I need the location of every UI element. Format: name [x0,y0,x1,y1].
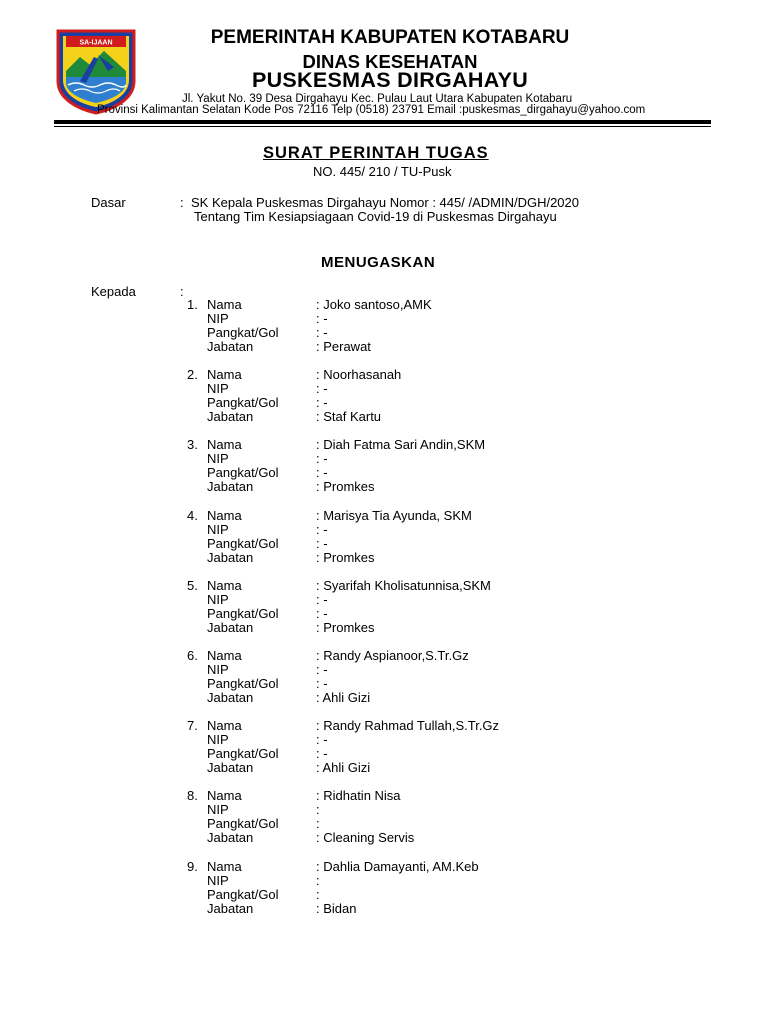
field-label-nama: Nama [207,367,242,382]
personnel-entry [0,368,768,426]
field-value-nama: : Marisya Tia Ayunda, SKM [316,508,472,523]
field-value-nip: : - [316,381,328,396]
letter-title: SURAT PERINTAH TUGAS [263,144,489,162]
letterhead-rule-thick [54,120,711,124]
entry-number: 4. [187,508,198,523]
field-label-pangkat: Pangkat/Gol [207,676,279,691]
field-label-nip: NIP [207,592,229,607]
field-label-nama: Nama [207,859,242,874]
field-value-nip: : - [316,451,328,466]
entry-number: 6. [187,648,198,663]
field-value-nama: : Syarifah Kholisatunnisa,SKM [316,578,491,593]
entry-number: 3. [187,437,198,452]
field-label-pangkat: Pangkat/Gol [207,816,279,831]
personnel-entry [0,298,768,356]
address-line-1: Jl. Yakut No. 39 Desa Dirgahayu Kec. Pulau Laut Utara Kabupaten Kotabaru [182,93,573,105]
kotabaru-regency-logo [54,27,138,115]
field-label-nama: Nama [207,297,242,312]
entry-number: 1. [187,297,198,312]
field-label-jabatan: Jabatan [207,620,254,635]
personnel-entry [0,649,768,707]
field-value-pangkat: : [316,887,320,902]
field-label-pangkat: Pangkat/Gol [207,536,279,551]
field-label-pangkat: Pangkat/Gol [207,325,279,340]
entry-number: 8. [187,788,198,803]
personnel-entry [0,579,768,637]
field-value-nip: : - [316,732,328,747]
svg-text:SA-IJAAN: SA-IJAAN [79,39,113,47]
field-label-nip: NIP [207,451,229,466]
field-label-jabatan: Jabatan [207,479,254,494]
field-value-nama: : Diah Fatma Sari Andin,SKM [316,437,486,452]
personnel-entry [0,509,768,567]
field-value-nip: : - [316,311,328,326]
field-value-pangkat: : - [316,606,328,621]
field-label-nama: Nama [207,648,242,663]
field-value-jabatan: : Ahli Gizi [316,760,371,775]
field-label-jabatan: Jabatan [207,830,254,845]
personnel-entry [0,789,768,847]
kepada-colon: : [180,284,184,299]
field-label-nama: Nama [207,578,242,593]
field-value-pangkat: : - [316,395,328,410]
field-label-pangkat: Pangkat/Gol [207,395,279,410]
field-value-nip: : [316,873,320,888]
field-label-nip: NIP [207,381,229,396]
field-value-nama: : Noorhasanah [316,367,402,382]
field-value-jabatan: : Promkes [316,620,375,635]
field-value-pangkat: : - [316,325,328,340]
dasar-colon: : [180,195,184,210]
field-value-jabatan: : Staf Kartu [316,409,382,424]
entry-number: 2. [187,367,198,382]
field-label-nama: Nama [207,788,242,803]
field-label-nip: NIP [207,873,229,888]
field-label-jabatan: Jabatan [207,690,254,705]
field-value-jabatan: : Promkes [316,550,375,565]
address-line-2: Provinsi Kalimantan Selatan Kode Pos 72116 Telp (0518) 23791 Email :puskesmas_dirgahayu@yahoo.com [97,104,646,116]
department-name: DINAS KESEHATAN [302,51,478,72]
institution-name: PUSKESMAS DIRGAHAYU [251,68,529,92]
field-label-nama: Nama [207,437,242,452]
personnel-entry [0,719,768,777]
field-value-pangkat: : - [316,465,328,480]
field-value-jabatan: : Cleaning Servis [316,830,415,845]
personnel-entry [0,860,768,918]
letterhead-rule-thin [54,126,711,127]
field-label-pangkat: Pangkat/Gol [207,746,279,761]
entry-number: 9. [187,859,198,874]
entry-number: 7. [187,718,198,733]
field-value-pangkat: : - [316,536,328,551]
personnel-entry [0,438,768,496]
entry-number: 5. [187,578,198,593]
field-value-nama: : Joko santoso,AMK [316,297,432,312]
field-value-jabatan: : Bidan [316,901,357,916]
field-value-jabatan: : Promkes [316,479,375,494]
field-label-pangkat: Pangkat/Gol [207,465,279,480]
field-label-nip: NIP [207,311,229,326]
field-label-nip: NIP [207,522,229,537]
assignment-heading: MENUGASKAN [321,254,436,271]
dasar-label: Dasar [91,195,126,210]
field-label-pangkat: Pangkat/Gol [207,606,279,621]
field-label-jabatan: Jabatan [207,901,254,916]
field-label-nip: NIP [207,732,229,747]
field-value-nama: : Ridhatin Nisa [316,788,401,803]
field-value-nip: : [316,802,320,817]
field-label-jabatan: Jabatan [207,550,254,565]
field-value-jabatan: : Perawat [316,339,371,354]
field-label-pangkat: Pangkat/Gol [207,887,279,902]
field-value-pangkat: : [316,816,320,831]
field-value-nama: : Dahlia Damayanti, AM.Keb [316,859,479,874]
field-value-nama: : Randy Aspianoor,S.Tr.Gz [316,648,469,663]
field-value-pangkat: : - [316,746,328,761]
field-label-jabatan: Jabatan [207,409,254,424]
field-label-jabatan: Jabatan [207,760,254,775]
field-value-nip: : - [316,592,328,607]
dasar-line-1: SK Kepala Puskesmas Dirgahayu Nomor : 445/ /ADMIN/DGH/2020 [191,195,580,210]
field-label-nip: NIP [207,662,229,677]
field-value-jabatan: : Ahli Gizi [316,690,371,705]
field-label-nama: Nama [207,718,242,733]
field-value-pangkat: : - [316,676,328,691]
field-label-nip: NIP [207,802,229,817]
dasar-line-2: Tentang Tim Kesiapsiagaan Covid-19 di Puskesmas Dirgahayu [194,209,557,224]
government-name: PEMERINTAH KABUPATEN KOTABARU [210,27,570,48]
field-label-nama: Nama [207,508,242,523]
field-value-nip: : - [316,662,328,677]
field-label-jabatan: Jabatan [207,339,254,354]
letter-number: NO. 445/ 210 / TU-Pusk [313,164,452,179]
field-value-nama: : Randy Rahmad Tullah,S.Tr.Gz [316,718,500,733]
kepada-label: Kepada [91,284,136,299]
field-value-nip: : - [316,522,328,537]
